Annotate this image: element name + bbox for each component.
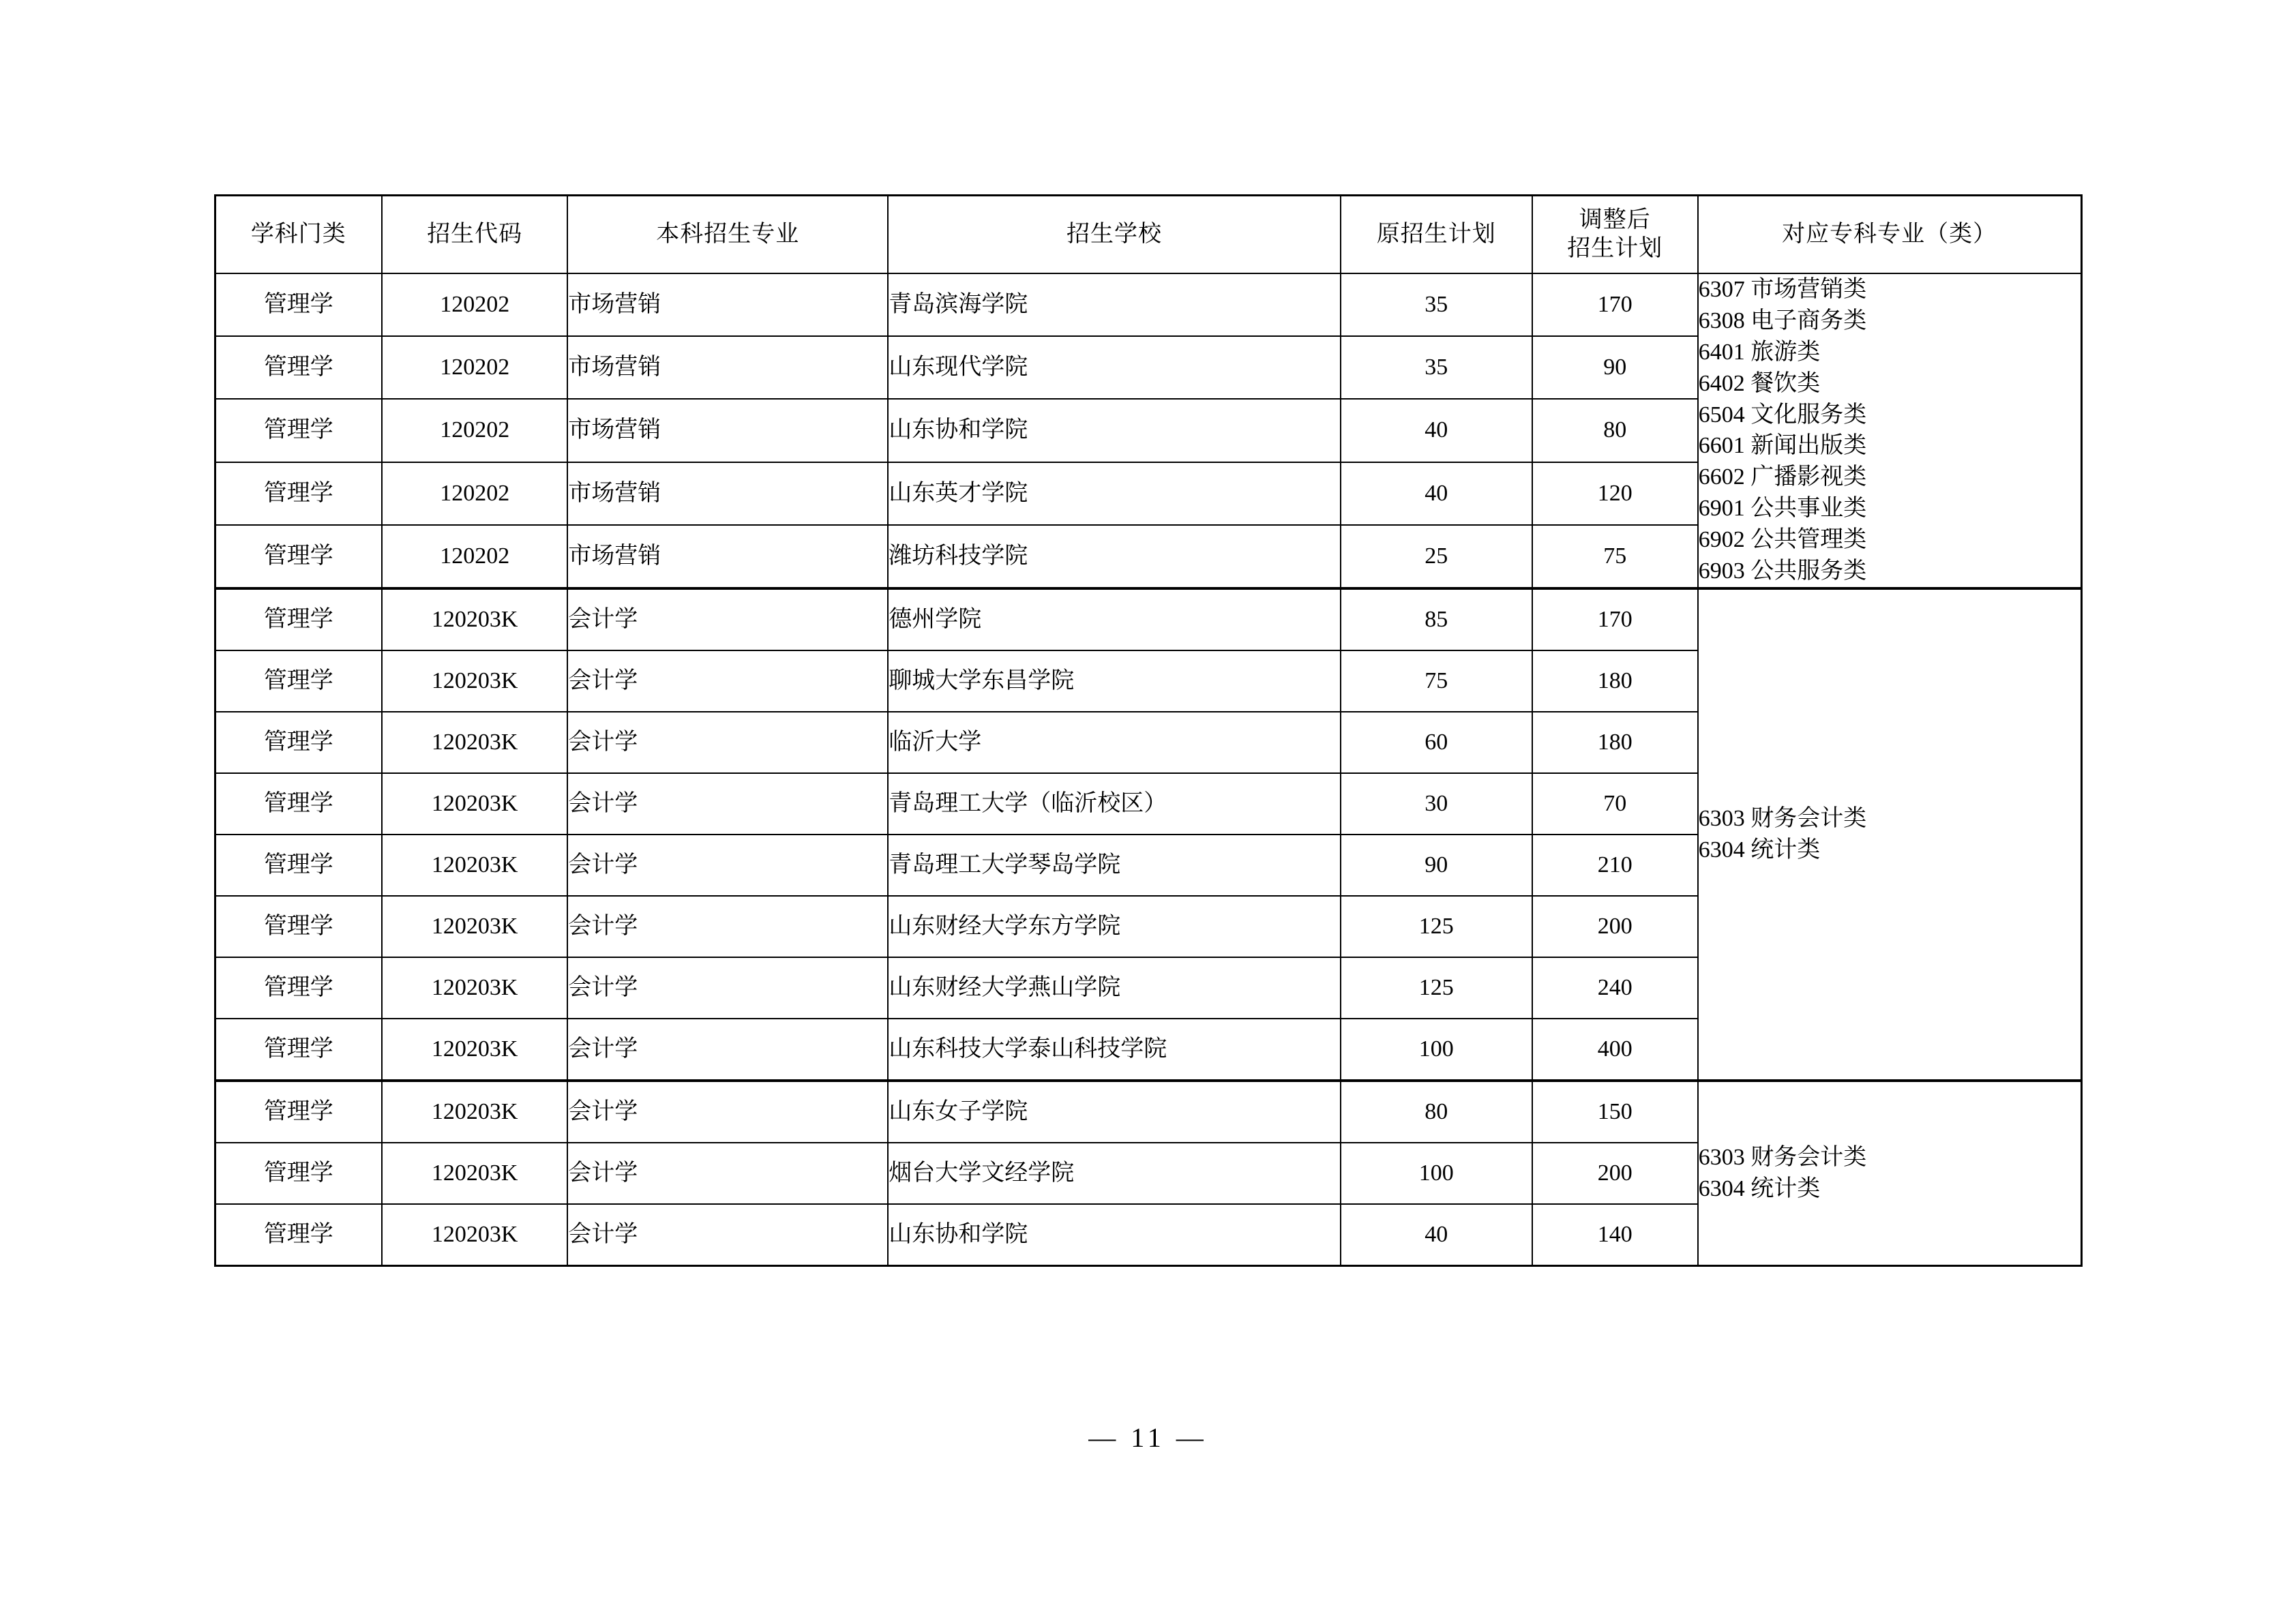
- cell-code: 120203K: [382, 957, 567, 1019]
- cell-school: 山东财经大学东方学院: [888, 896, 1340, 957]
- cell-school: 山东协和学院: [888, 1204, 1340, 1266]
- cell-original-plan: 25: [1341, 525, 1532, 588]
- cell-school: 临沂大学: [888, 712, 1340, 773]
- cell-adjusted-plan: 80: [1532, 399, 1698, 462]
- column-header-discipline: 学科门类: [215, 196, 382, 274]
- cell-code: 120203K: [382, 588, 567, 650]
- cell-original-plan: 40: [1341, 399, 1532, 462]
- cell-original-plan: 40: [1341, 462, 1532, 525]
- cell-adjusted-plan: 140: [1532, 1204, 1698, 1266]
- cell-major: 市场营销: [567, 273, 888, 336]
- cell-code: 120202: [382, 525, 567, 588]
- cell-code: 120202: [382, 462, 567, 525]
- cell-school: 山东英才学院: [888, 462, 1340, 525]
- cell-discipline: 管理学: [215, 773, 382, 835]
- cell-original-plan: 100: [1341, 1019, 1532, 1081]
- corr-line: 6402 餐饮类: [1698, 370, 1821, 396]
- cell-discipline: 管理学: [215, 650, 382, 712]
- cell-corresponding-majors: [1698, 588, 2081, 1081]
- cell-adjusted-plan: 170: [1532, 588, 1698, 650]
- cell-adjusted-plan: 90: [1532, 336, 1698, 399]
- cell-code: 120203K: [382, 1019, 567, 1081]
- cell-major: 会计学: [567, 957, 888, 1019]
- cell-discipline: 管理学: [215, 336, 382, 399]
- cell-original-plan: 35: [1341, 336, 1532, 399]
- corr-line: 6602 广播影视类: [1698, 464, 1867, 490]
- corr-line: 6307 市场营销类: [1698, 277, 1867, 302]
- cell-code: 120202: [382, 273, 567, 336]
- cell-discipline: 管理学: [215, 1143, 382, 1204]
- cell-major: 会计学: [567, 1081, 888, 1143]
- cell-code: 120203K: [382, 712, 567, 773]
- cell-discipline: 管理学: [215, 588, 382, 650]
- corr-line: 6601 新闻出版类: [1698, 433, 1867, 459]
- cell-original-plan: 60: [1341, 712, 1532, 773]
- cell-code: 120203K: [382, 1204, 567, 1266]
- cell-original-plan: 90: [1341, 835, 1532, 896]
- table-row: [215, 588, 2081, 650]
- cell-adjusted-plan: 170: [1532, 273, 1698, 336]
- cell-school: 山东财经大学燕山学院: [888, 957, 1340, 1019]
- column-header-major: 本科招生专业: [567, 196, 888, 274]
- cell-code: 120203K: [382, 650, 567, 712]
- cell-code: 120203K: [382, 1143, 567, 1204]
- cell-original-plan: 80: [1341, 1081, 1532, 1143]
- cell-adjusted-plan: 70: [1532, 773, 1698, 835]
- cell-discipline: 管理学: [215, 273, 382, 336]
- cell-adjusted-plan: 210: [1532, 835, 1698, 896]
- cell-original-plan: 35: [1341, 273, 1532, 336]
- enrollment-plan-table: [214, 194, 2083, 1267]
- corr-line: 6308 电子商务类: [1698, 307, 1867, 333]
- cell-adjusted-plan: 400: [1532, 1019, 1698, 1081]
- cell-school: 青岛滨海学院: [888, 273, 1340, 336]
- cell-code: 120202: [382, 399, 567, 462]
- cell-major: 市场营销: [567, 336, 888, 399]
- cell-original-plan: 125: [1341, 896, 1532, 957]
- cell-major: 会计学: [567, 712, 888, 773]
- cell-original-plan: 125: [1341, 957, 1532, 1019]
- cell-code: 120203K: [382, 835, 567, 896]
- corr-line: 6401 旅游类: [1698, 339, 1821, 365]
- cell-major: 会计学: [567, 588, 888, 650]
- corr-line: 6304 统计类: [1698, 1175, 1821, 1201]
- cell-original-plan: 40: [1341, 1204, 1532, 1266]
- cell-adjusted-plan: 200: [1532, 1143, 1698, 1204]
- corr-line: 6303 财务会计类: [1698, 1145, 1867, 1171]
- cell-major: 市场营销: [567, 399, 888, 462]
- cell-school: 德州学院: [888, 588, 1340, 650]
- cell-major: 会计学: [567, 650, 888, 712]
- page-number: — 11 —: [1088, 1422, 1208, 1453]
- table-row: [215, 273, 2081, 336]
- cell-discipline: 管理学: [215, 835, 382, 896]
- table-header-row: [215, 196, 2081, 274]
- table-body: [215, 273, 2081, 1265]
- cell-code: 120202: [382, 336, 567, 399]
- corr-line: 6901 公共事业类: [1698, 496, 1867, 522]
- cell-school: 山东科技大学泰山科技学院: [888, 1019, 1340, 1081]
- column-header-adjusted-plan-line2: 招生计划: [1567, 236, 1663, 261]
- cell-school: 山东协和学院: [888, 399, 1340, 462]
- cell-adjusted-plan: 200: [1532, 896, 1698, 957]
- column-header-corresponding-majors: 对应专科专业（类）: [1698, 196, 2081, 274]
- cell-code: 120203K: [382, 896, 567, 957]
- cell-discipline: 管理学: [215, 1081, 382, 1143]
- corr-line: 6903 公共服务类: [1698, 558, 1867, 584]
- cell-school: 青岛理工大学琴岛学院: [888, 835, 1340, 896]
- column-header-adjusted-plan-line1: 调整后: [1579, 207, 1651, 232]
- cell-school: 山东现代学院: [888, 336, 1340, 399]
- cell-adjusted-plan: 180: [1532, 712, 1698, 773]
- cell-major: 会计学: [567, 1204, 888, 1266]
- corr-line: 6902 公共管理类: [1698, 527, 1867, 553]
- cell-discipline: 管理学: [215, 712, 382, 773]
- cell-code: 120203K: [382, 1081, 567, 1143]
- cell-school: 烟台大学文经学院: [888, 1143, 1340, 1204]
- column-header-code: 招生代码: [382, 196, 567, 274]
- cell-adjusted-plan: 150: [1532, 1081, 1698, 1143]
- cell-code: 120203K: [382, 773, 567, 835]
- cell-original-plan: 85: [1341, 588, 1532, 650]
- cell-adjusted-plan: 75: [1532, 525, 1698, 588]
- corr-line: 6304 统计类: [1698, 837, 1821, 862]
- column-header-school: 招生学校: [888, 196, 1340, 274]
- cell-major: 市场营销: [567, 525, 888, 588]
- cell-major: 会计学: [567, 835, 888, 896]
- cell-adjusted-plan: 240: [1532, 957, 1698, 1019]
- cell-discipline: 管理学: [215, 462, 382, 525]
- cell-school: 山东女子学院: [888, 1081, 1340, 1143]
- cell-adjusted-plan: 120: [1532, 462, 1698, 525]
- column-header-original-plan: 原招生计划: [1341, 196, 1532, 274]
- cell-discipline: 管理学: [215, 1019, 382, 1081]
- cell-discipline: 管理学: [215, 896, 382, 957]
- cell-school: 聊城大学东昌学院: [888, 650, 1340, 712]
- cell-original-plan: 30: [1341, 773, 1532, 835]
- table-row: [215, 1081, 2081, 1143]
- cell-corresponding-majors: [1698, 273, 2081, 588]
- cell-corresponding-majors: [1698, 1081, 2081, 1266]
- cell-school: 潍坊科技学院: [888, 525, 1340, 588]
- cell-discipline: 管理学: [215, 399, 382, 462]
- cell-original-plan: 75: [1341, 650, 1532, 712]
- cell-major: 会计学: [567, 773, 888, 835]
- cell-major: 会计学: [567, 896, 888, 957]
- cell-school: 青岛理工大学（临沂校区）: [888, 773, 1340, 835]
- table-header: [215, 196, 2081, 274]
- column-header-adjusted-plan: [1532, 196, 1698, 274]
- cell-original-plan: 100: [1341, 1143, 1532, 1204]
- cell-discipline: 管理学: [215, 525, 382, 588]
- corr-line: 6303 财务会计类: [1698, 806, 1867, 832]
- cell-major: 会计学: [567, 1143, 888, 1204]
- cell-discipline: 管理学: [215, 1204, 382, 1266]
- cell-major: 会计学: [567, 1019, 888, 1081]
- cell-adjusted-plan: 180: [1532, 650, 1698, 712]
- corr-line: 6504 文化服务类: [1698, 402, 1867, 427]
- cell-major: 市场营销: [567, 462, 888, 525]
- cell-discipline: 管理学: [215, 957, 382, 1019]
